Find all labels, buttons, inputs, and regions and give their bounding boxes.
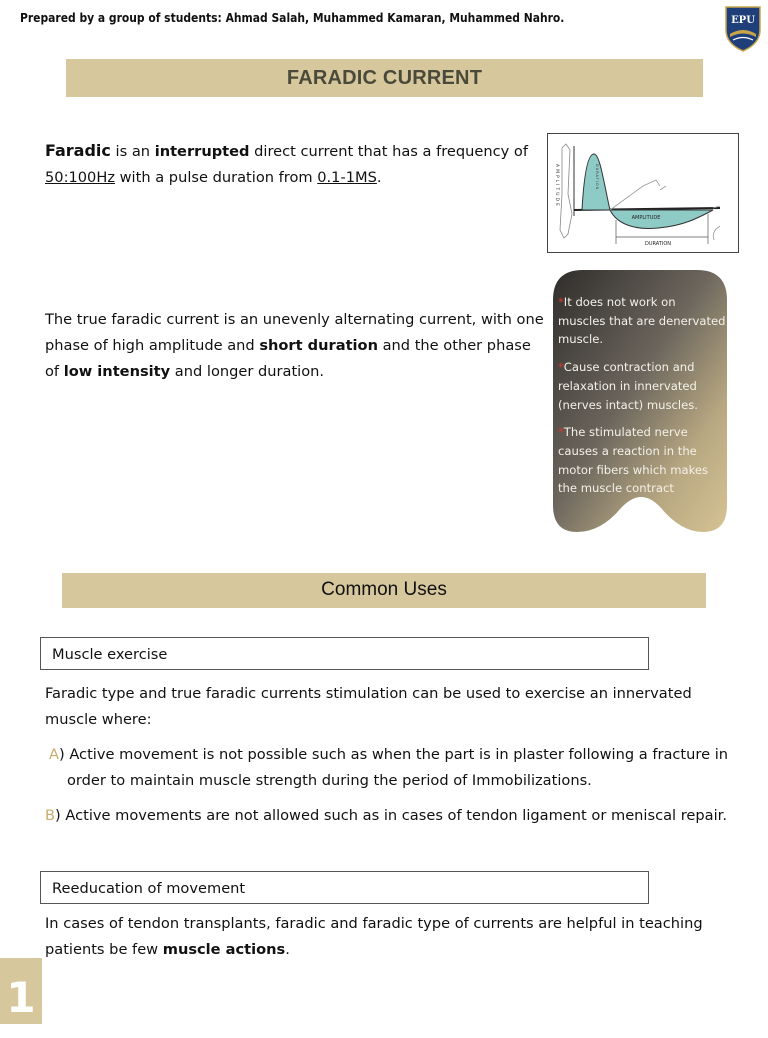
- page-number-tab: [0, 958, 42, 1024]
- waveform-svg: [548, 134, 737, 251]
- list-item-a: [45, 742, 735, 794]
- list-item-b: [45, 803, 735, 829]
- true-faradic-paragraph: [45, 307, 545, 385]
- intro-text: is an: [110, 143, 155, 160]
- callout-item: [558, 293, 726, 349]
- reeducation-box: [40, 871, 649, 904]
- true-faradic-text: The true faradic current is an unevenly alternating current, with one phase of high amplitude and: [45, 311, 544, 354]
- common-uses-banner: [62, 573, 706, 608]
- true-faradic-text: and the other phase of: [45, 337, 531, 380]
- callout-item: [558, 358, 726, 414]
- faradic-waveform-diagram: [547, 133, 739, 253]
- bullet-star: *: [558, 425, 564, 440]
- list-mark-a: A: [49, 746, 59, 763]
- callout-item-text: Cause contraction and relaxation in innervated (nerves intact) muscles.: [558, 360, 698, 412]
- logo-text: EPU: [731, 15, 755, 26]
- faradic-term: Faradic: [45, 141, 111, 160]
- reeducation-text: .: [285, 941, 290, 958]
- muscle-exercise-heading: Muscle exercise: [52, 646, 168, 663]
- intro-paragraph: [45, 138, 535, 191]
- common-uses-heading: Common Uses: [321, 579, 447, 600]
- list-mark-b: B: [45, 807, 56, 824]
- y-axis-caption: AMPLITUDE: [554, 164, 559, 208]
- frequency-value: 50:100Hz: [45, 169, 115, 186]
- muscle-actions-bold: muscle actions: [162, 941, 286, 958]
- title-banner: [66, 59, 703, 97]
- muscle-exercise-box: [40, 637, 649, 670]
- reeducation-text: In cases of tendon transplants, faradic and faradic type of currents are helpful in teaching patients be few: [45, 915, 703, 958]
- prepared-by-line: Prepared by a group of students: Ahmad Salah, Muhammed Kamaran, Muhammed Nahro.: [20, 10, 565, 25]
- callout-text: [558, 293, 726, 507]
- reeducation-paragraph: [45, 911, 735, 963]
- true-faradic-text: and longer duration.: [170, 363, 325, 380]
- callout-item-text: The stimulated nerve causes a reaction in the motor fibers which makes the muscle contract: [558, 425, 709, 496]
- callout-item-text: It does not work on muscles that are denervated muscle.: [558, 295, 726, 347]
- epu-logo: [724, 4, 762, 52]
- low-intensity-bold: low intensity: [63, 363, 171, 380]
- intro-text: direct current that has a frequency of: [249, 143, 528, 160]
- callout-item: [558, 423, 726, 498]
- list-item-b-text: ) Active movements are not allowed such as in cases of tendon ligament or meniscal repair.: [55, 807, 727, 824]
- duration-caption: DURATION: [644, 241, 672, 247]
- reeducation-heading: Reeducation of movement: [52, 880, 246, 897]
- intro-text: with a pulse duration from: [114, 169, 318, 186]
- peak-caption: DURATION: [595, 164, 599, 191]
- bullet-star: *: [558, 295, 564, 309]
- interrupted-bold: interrupted: [154, 143, 250, 160]
- page-title: FARADIC CURRENT: [286, 67, 483, 89]
- page-number: 1: [6, 973, 36, 1022]
- list-item-a-text: ) Active movement is not possible such as when the part is in plaster following a fracture in order to maintain muscle strength during the period of Immobilizations.: [58, 746, 728, 789]
- amplitude-caption: AMPLITUDE: [631, 215, 661, 221]
- pulse-duration-value: 0.1-1MS: [317, 169, 377, 186]
- bullet-star: *: [558, 360, 564, 375]
- muscle-exercise-paragraph: Faradic type and true faradic currents stimulation can be used to exercise an innervated muscle where:: [45, 685, 692, 728]
- intro-text: .: [376, 169, 382, 186]
- short-duration-bold: short duration: [259, 337, 378, 354]
